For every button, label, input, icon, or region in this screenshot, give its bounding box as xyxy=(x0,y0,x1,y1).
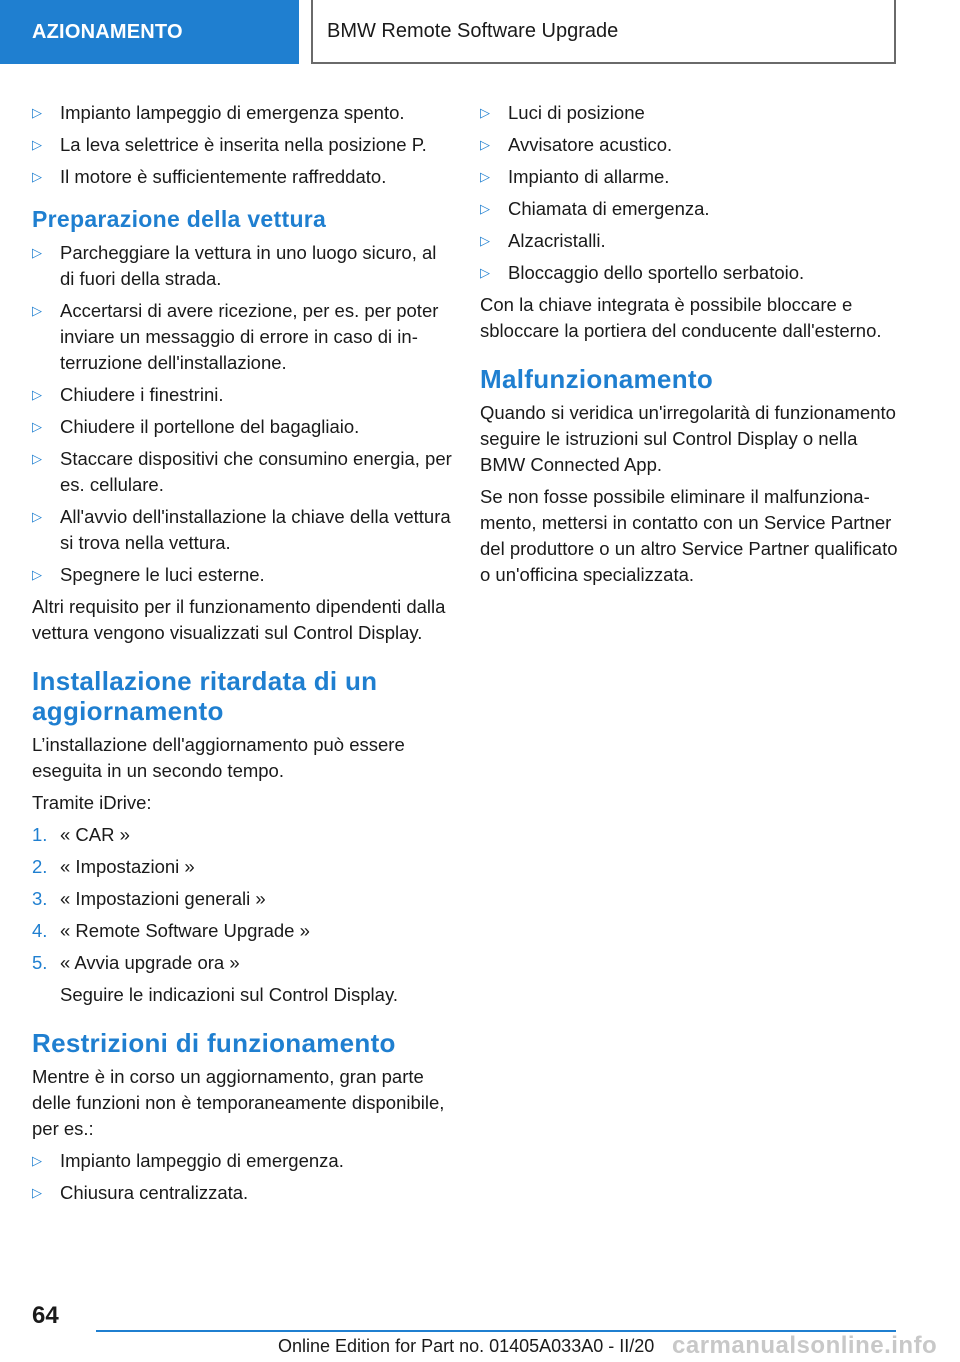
triangle-bullet-icon: ▷ xyxy=(32,451,42,466)
header-title: BMW Remote Software Upgrade xyxy=(327,19,619,42)
page-number: 64 xyxy=(32,1302,59,1329)
step-number: 1. xyxy=(32,824,48,845)
step-number: 2. xyxy=(32,856,48,877)
list-item xyxy=(32,382,452,408)
triangle-bullet-icon: ▷ xyxy=(480,169,490,184)
list-item-text: Accertarsi di avere ricezione, per es. per poter inviare un messaggio di errore in caso di interruzione dell'installazione. xyxy=(60,300,439,373)
list-item-text: Il motore è sufficientemente raffreddato. xyxy=(60,166,387,187)
footer-edition: Online Edition for Part no. 01405A033A0 - II/20 xyxy=(278,1336,655,1356)
list-item-text: Alzacristalli. xyxy=(508,230,606,251)
delay-paragraph: L’installazione dell'aggiornamento può essere eseguita in un secondo tempo. xyxy=(32,734,405,781)
section-heading-restrizioni: Restrizioni di funzionamento xyxy=(32,1028,396,1058)
list-item xyxy=(480,132,900,158)
step-text: « Remote Software Upgrade » xyxy=(60,920,310,941)
step-item xyxy=(32,918,452,944)
list-item xyxy=(480,260,900,286)
list-item xyxy=(32,504,452,556)
header-section-tab xyxy=(0,0,299,64)
watermark: carmanualsonline.info xyxy=(672,1332,938,1359)
step-item xyxy=(32,886,452,912)
section-heading-malfunzionamento: Malfunzionamento xyxy=(480,364,714,394)
header-section-label: AZIONAMENTO xyxy=(32,20,183,43)
step-item xyxy=(32,822,452,848)
triangle-bullet-icon: ▷ xyxy=(32,169,42,184)
malf-paragraph-1: Quando si veridica un'irregolarità di funzionamento seguire le istruzioni sul Control Display o nella BMW Connected App. xyxy=(480,402,896,475)
list-item xyxy=(32,446,452,498)
triangle-bullet-icon: ▷ xyxy=(480,265,490,280)
list-item-text: Spegnere le luci esterne. xyxy=(60,564,265,585)
triangle-bullet-icon: ▷ xyxy=(32,387,42,402)
list-item-text: Impianto di allarme. xyxy=(508,166,670,187)
list-item-text: Parcheggiare la vettura in uno luogo sicuro, al di fuori della strada. xyxy=(60,242,437,289)
left-column xyxy=(32,100,452,1212)
triangle-bullet-icon: ▷ xyxy=(32,245,42,260)
list-item xyxy=(32,132,452,158)
triangle-bullet-icon: ▷ xyxy=(480,201,490,216)
list-item xyxy=(32,1180,452,1206)
list-item xyxy=(480,164,900,190)
list-item-text: Impianto lampeggio di emergenza spento. xyxy=(60,102,405,123)
list-item-text: Impianto lampeggio di emergenza. xyxy=(60,1150,344,1171)
restr-paragraph: Mentre è in corso un aggiornamento, gran parte delle funzioni non è temporaneamente disponibile, per es.: xyxy=(32,1066,445,1139)
malf-paragraph-2: Se non fosse possibile eliminare il malfunzionamento, mettersi in contatto con un Service Partner del produttore o un altro Service Partner qualificato o un'officina specializzata. xyxy=(480,486,898,585)
list-item xyxy=(480,100,900,126)
list-item-text: La leva selettrice è inserita nella posizione P. xyxy=(60,134,427,155)
triangle-bullet-icon: ▷ xyxy=(32,303,42,318)
right-column xyxy=(480,100,900,594)
key-paragraph: Con la chiave integrata è possibile bloccare e sbloccare la portiera del conducente dall'esterno. xyxy=(480,294,882,341)
step-number: 3. xyxy=(32,888,48,909)
step-text: « Impostazioni generali » xyxy=(60,888,266,909)
triangle-bullet-icon: ▷ xyxy=(32,137,42,152)
list-item-text: Chiusura centralizzata. xyxy=(60,1182,249,1203)
triangle-bullet-icon: ▷ xyxy=(32,509,42,524)
header-title-box xyxy=(311,0,896,64)
list-item xyxy=(32,100,452,126)
step-text: « Impostazioni » xyxy=(60,856,195,877)
triangle-bullet-icon: ▷ xyxy=(32,567,42,582)
step-item xyxy=(32,950,452,976)
list-item xyxy=(32,240,452,292)
triangle-bullet-icon: ▷ xyxy=(32,1153,42,1168)
list-item-text: Staccare dispositivi che consumino energia, per es. cellulare. xyxy=(60,448,452,495)
list-item-text: Chiudere i finestrini. xyxy=(60,384,224,405)
list-item-text: Luci di posizione xyxy=(508,102,645,123)
list-item-text: Chiamata di emergenza. xyxy=(508,198,710,219)
step-text: « Avvia upgrade ora » xyxy=(60,952,240,973)
list-item-text: Chiudere il portellone del bagagliaio. xyxy=(60,416,360,437)
step-text: « CAR » xyxy=(60,824,130,845)
triangle-bullet-icon: ▷ xyxy=(32,1185,42,1200)
triangle-bullet-icon: ▷ xyxy=(480,105,490,120)
list-item xyxy=(32,1148,452,1174)
section-heading-installazione-ritardata: Installazione ritardata di un aggiornamento xyxy=(32,666,378,726)
triangle-bullet-icon: ▷ xyxy=(480,137,490,152)
step-note: Seguire le indicazioni sul Control Display. xyxy=(60,984,398,1005)
idrive-label: Tramite iDrive: xyxy=(32,792,152,813)
list-item xyxy=(480,196,900,222)
list-item-text: Bloccaggio dello sportello serbatoio. xyxy=(508,262,805,283)
list-item xyxy=(32,298,452,376)
triangle-bullet-icon: ▷ xyxy=(32,419,42,434)
step-item xyxy=(32,854,452,880)
prep-paragraph: Altri requisito per il funzionamento dipendenti dalla vettura vengono visualizzati sul Control Display. xyxy=(32,596,446,643)
triangle-bullet-icon: ▷ xyxy=(32,105,42,120)
list-item xyxy=(480,228,900,254)
step-number: 5. xyxy=(32,952,48,973)
list-item xyxy=(32,164,452,190)
triangle-bullet-icon: ▷ xyxy=(480,233,490,248)
list-item-text: Avvisatore acustico. xyxy=(508,134,673,155)
step-number: 4. xyxy=(32,920,48,941)
section-heading-preparazione: Preparazione della vettura xyxy=(32,206,327,232)
list-item-text: All'avvio dell'installazione la chiave della vettura si trova nella vettura. xyxy=(60,506,451,553)
list-item xyxy=(32,562,452,588)
list-item xyxy=(32,414,452,440)
